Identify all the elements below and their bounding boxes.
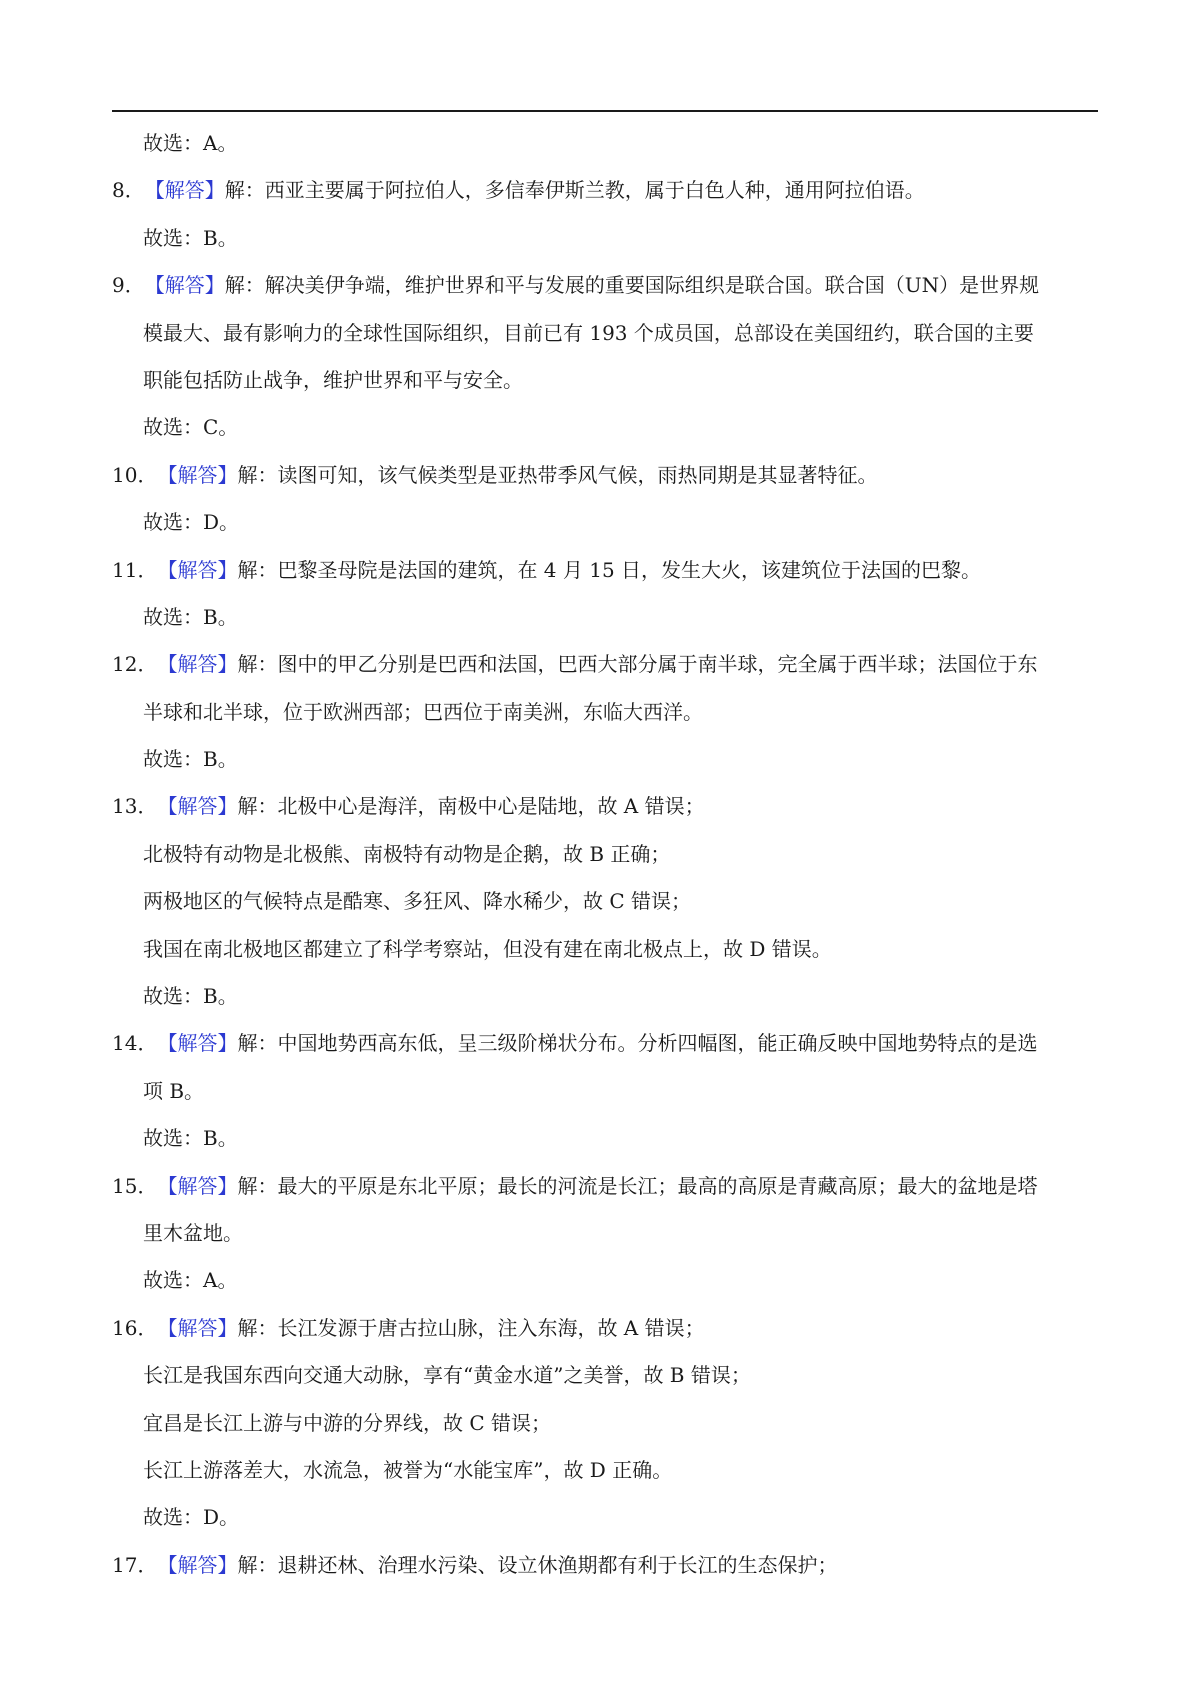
text-line: 我国在南北极地区都建立了科学考察站，但没有建在南北极点上，故 D 错误。: [143, 936, 832, 961]
text-line: 故选：B。: [143, 984, 238, 1009]
answer-tag: 【解答】: [144, 273, 225, 298]
answer-text: 解：北极中心是海洋，南极中心是陆地，故 A 错误；: [237, 794, 705, 819]
answer-tag: 【解答】: [157, 794, 238, 819]
item-number: 9．: [112, 273, 145, 298]
answer-item-line: [112, 262, 1098, 309]
answer-item-line: [112, 1163, 1098, 1210]
text-line: 两极地区的气候特点是酷寒、多狂风、降水稀少，故 C 错误；: [143, 889, 692, 914]
answer-item-line: [112, 1020, 1098, 1067]
answer-item-line: [112, 1305, 1098, 1352]
answer-text: 解：退耕还林、治理水污染、设立休渔期都有利于长江的生态保护；: [237, 1552, 838, 1577]
answer-item-line: [112, 641, 1098, 688]
answer-tag: 【解答】: [157, 557, 238, 582]
item-number: 15．: [112, 1173, 158, 1198]
text-line: 故选：B。: [143, 225, 238, 250]
answer-item-line: [112, 1542, 1098, 1589]
text-line: 职能包括防止战争，维护世界和平与安全。: [143, 367, 523, 392]
answer-text: 解：西亚主要属于阿拉伯人，多信奉伊斯兰教，属于白色人种，通用阿拉伯语。: [224, 178, 925, 203]
answer-item-line: [112, 547, 1098, 594]
item-number: 13．: [112, 794, 158, 819]
answer-text: 解：中国地势西高东低，呈三级阶梯状分布。分析四幅图，能正确反映中国地势特点的是选: [237, 1031, 1038, 1056]
item-number: 12．: [112, 652, 158, 677]
answer-tag: 【解答】: [157, 1552, 238, 1577]
text-line: 长江上游落差大，水流急，被誉为“水能宝库”，故 D 正确。: [143, 1457, 673, 1482]
answer-content: [112, 120, 1098, 1589]
text-line: 长江是我国东西向交通大动脉，享有“黄金水道”之美誉，故 B 错误；: [143, 1363, 751, 1388]
text-line: 项 B。: [143, 1078, 205, 1103]
text-line: 故选：B。: [143, 1126, 238, 1151]
text-line: 模最大、最有影响力的全球性国际组织，目前已有 193 个成员国，总部设在美国纽约，联合国的主要: [143, 320, 1034, 345]
answer-item-line: [112, 167, 1098, 214]
answer-tag: 【解答】: [157, 1315, 238, 1340]
text-line: 故选：D。: [143, 510, 240, 535]
text-line: 宜昌是长江上游与中游的分界线，故 C 错误；: [143, 1410, 552, 1435]
answer-tag: 【解答】: [157, 1173, 238, 1198]
answer-text: 解：巴黎圣母院是法国的建筑，在 4 月 15 日，发生大火，该建筑位于法国的巴黎。: [237, 557, 982, 582]
text-line: 里木盆地。: [143, 1220, 243, 1245]
text-line: 故选：C。: [143, 415, 239, 440]
answer-text: 解：读图可知，该气候类型是亚热带季风气候，雨热同期是其显著特征。: [237, 462, 878, 487]
answer-text: 解：最大的平原是东北平原；最长的河流是长江；最高的高原是青藏高原；最大的盆地是塔: [237, 1173, 1038, 1198]
text-line: 北极特有动物是北极熊、南极特有动物是企鹅，故 B 正确；: [143, 841, 671, 866]
header-rule: [112, 110, 1098, 112]
answer-tag: 【解答】: [157, 462, 238, 487]
answer-text: 解：图中的甲乙分别是巴西和法国，巴西大部分属于南半球，完全属于西半球；法国位于东: [237, 652, 1038, 677]
answer-item-line: [112, 452, 1098, 499]
answer-text: 解：长江发源于唐古拉山脉，注入东海，故 A 错误；: [237, 1315, 705, 1340]
item-number: 14．: [112, 1031, 158, 1056]
text-line: 故选：B。: [143, 747, 238, 772]
text-line: 半球和北半球，位于欧洲西部；巴西位于南美洲，东临大西洋。: [143, 699, 703, 724]
answer-tag: 【解答】: [157, 1031, 238, 1056]
item-number: 17．: [112, 1552, 158, 1577]
item-number: 10．: [112, 462, 158, 487]
answer-tag: 【解答】: [157, 652, 238, 677]
text-line: 故选：D。: [143, 1505, 240, 1530]
item-number: 11．: [112, 557, 158, 582]
item-number: 16．: [112, 1315, 158, 1340]
answer-tag: 【解答】: [144, 178, 225, 203]
answer-item-line: [112, 783, 1098, 830]
text-line: 故选：B。: [143, 604, 238, 629]
item-number: 8．: [112, 178, 145, 203]
text-line: 故选：A。: [143, 1268, 238, 1293]
text-line: 故选：A。: [143, 131, 238, 155]
answer-text: 解：解决美伊争端，维护世界和平与发展的重要国际组织是联合国。联合国（UN）是世界规: [224, 273, 1040, 298]
